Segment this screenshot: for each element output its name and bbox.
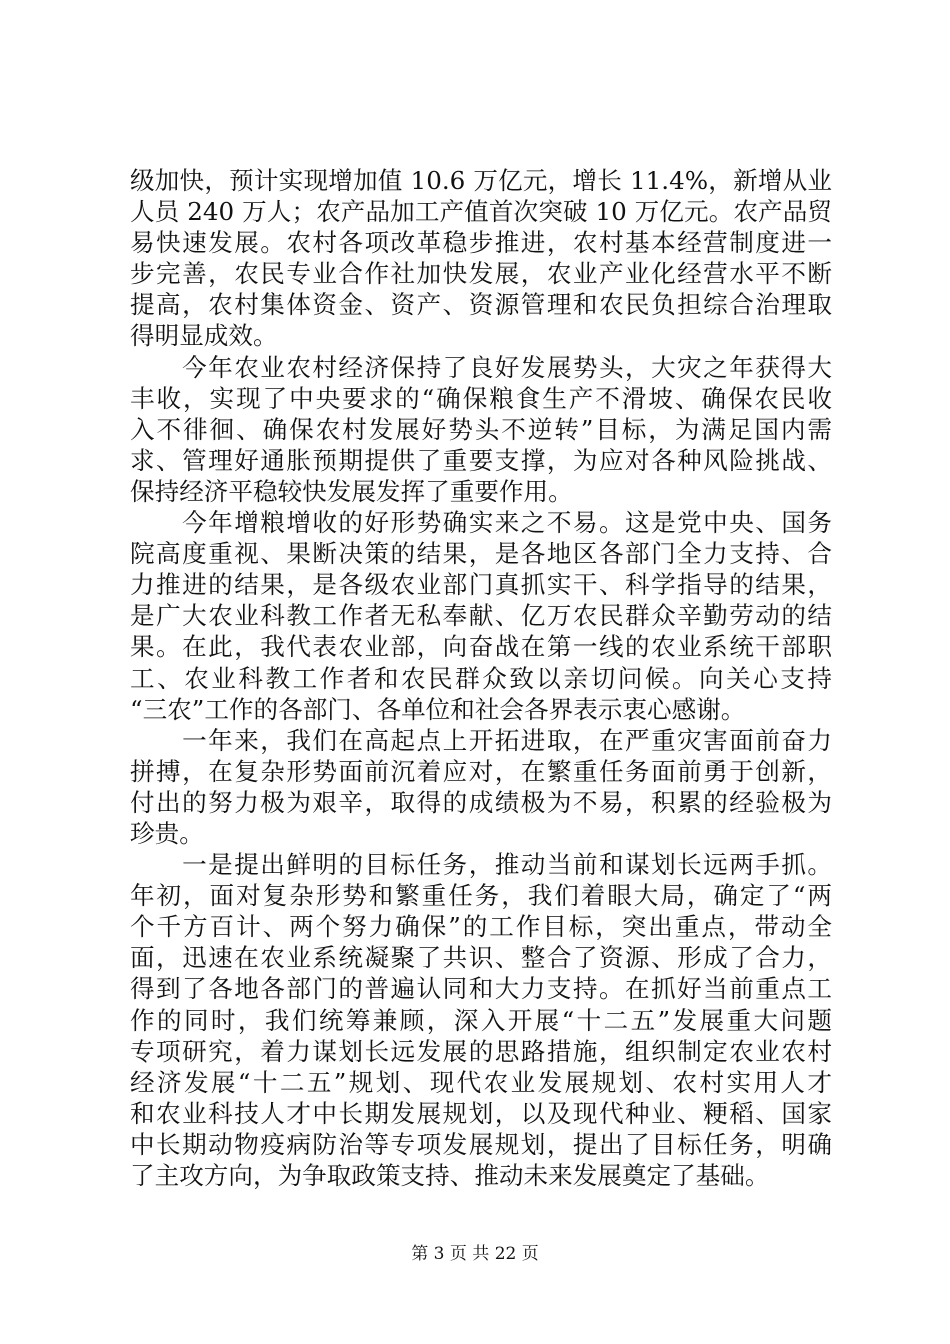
text-line: 一年来，我们在高起点上开拓进取，在严重灾害面前奋力 xyxy=(130,725,832,755)
text-line: 力推进的结果，是各级农业部门真抓实干、科学指导的结果， xyxy=(130,570,832,600)
text-line: 拼搏，在复杂形势面前沉着应对，在繁重任务面前勇于创新， xyxy=(130,756,832,786)
text-line: 得明显成效。 xyxy=(130,321,278,351)
text-line: 面，迅速在农业系统凝聚了共识、整合了资源、形成了合力， xyxy=(130,943,832,973)
text-line: 级加快，预计实现增加值 10.6 万亿元，增长 11.4%，新增从业 xyxy=(130,166,832,195)
text-line: 中长期动物疫病防治等专项发展规划，提出了目标任务，明确 xyxy=(130,1129,832,1159)
text-line: 珍贵。 xyxy=(130,818,204,848)
text-line: 步完善，农民专业合作社加快发展，农业产业化经营水平不断 xyxy=(130,259,832,289)
text-line: 今年农业农村经济保持了良好发展势头，大灾之年获得大 xyxy=(130,352,832,382)
text-line: 得到了各地各部门的普遍认同和大力支持。在抓好当前重点工 xyxy=(130,974,832,1004)
page-footer: 第 3 页 共 22 页 xyxy=(411,1244,539,1264)
text-line: 经济发展“十二五”规划、现代农业发展规划、农村实用人才 xyxy=(130,1067,832,1097)
text-line: 个千方百计、两个努力确保”的工作目标，突出重点，带动全 xyxy=(130,912,832,942)
text-line: 专项研究，着力谋划长远发展的思路措施，组织制定农业农村 xyxy=(130,1036,832,1066)
text-line: 院高度重视、果断决策的结果，是各地区各部门全力支持、合 xyxy=(130,539,832,569)
text-line: 和农业科技人才中长期发展规划，以及现代种业、粳稻、国家 xyxy=(130,1098,832,1128)
text-line: 是广大农业科教工作者无私奉献、亿万农民群众辛勤劳动的结 xyxy=(130,601,832,631)
text-line: 付出的努力极为艰辛，取得的成绩极为不易，积累的经验极为 xyxy=(130,787,832,817)
text-line: 了主攻方向，为争取政策支持、推动未来发展奠定了基础。 xyxy=(130,1161,770,1190)
text-line: 人员 240 万人；农产品加工产值首次突破 10 万亿元。农产品贸 xyxy=(130,197,832,227)
text-line: 入不徘徊、确保农村发展好势头不逆转”目标，为满足国内需 xyxy=(130,414,832,444)
text-line: 提高，农村集体资金、资产、资源管理和农民负担综合治理取 xyxy=(130,290,832,320)
text-line: 作的同时，我们统筹兼顾，深入开展“十二五”发展重大问题 xyxy=(130,1005,832,1035)
document-body-text xyxy=(130,165,832,1191)
text-line: 丰收，实现了中央要求的“确保粮食生产不滑坡、确保农民收 xyxy=(130,383,832,413)
text-line: 易快速发展。农村各项改革稳步推进，农村基本经营制度进一 xyxy=(130,228,832,258)
text-line: 一是提出鲜明的目标任务，推动当前和谋划长远两手抓。 xyxy=(130,850,832,880)
text-line: 今年增粮增收的好形势确实来之不易。这是党中央、国务 xyxy=(130,508,832,538)
text-line: “三农”工作的各部门、各单位和社会各界表示衷心感谢。 xyxy=(130,694,746,724)
text-line: 年初，面对复杂形势和繁重任务，我们着眼大局，确定了“两 xyxy=(130,881,832,911)
text-line: 保持经济平稳较快发展发挥了重要作用。 xyxy=(130,476,573,506)
text-line: 工、农业科教工作者和农民群众致以亲切问候。向关心支持 xyxy=(130,663,832,693)
text-line: 求、管理好通胀预期提供了重要支撑，为应对各种风险挑战、 xyxy=(130,445,832,475)
text-line: 果。在此，我代表农业部，向奋战在第一线的农业系统干部职 xyxy=(130,632,832,662)
